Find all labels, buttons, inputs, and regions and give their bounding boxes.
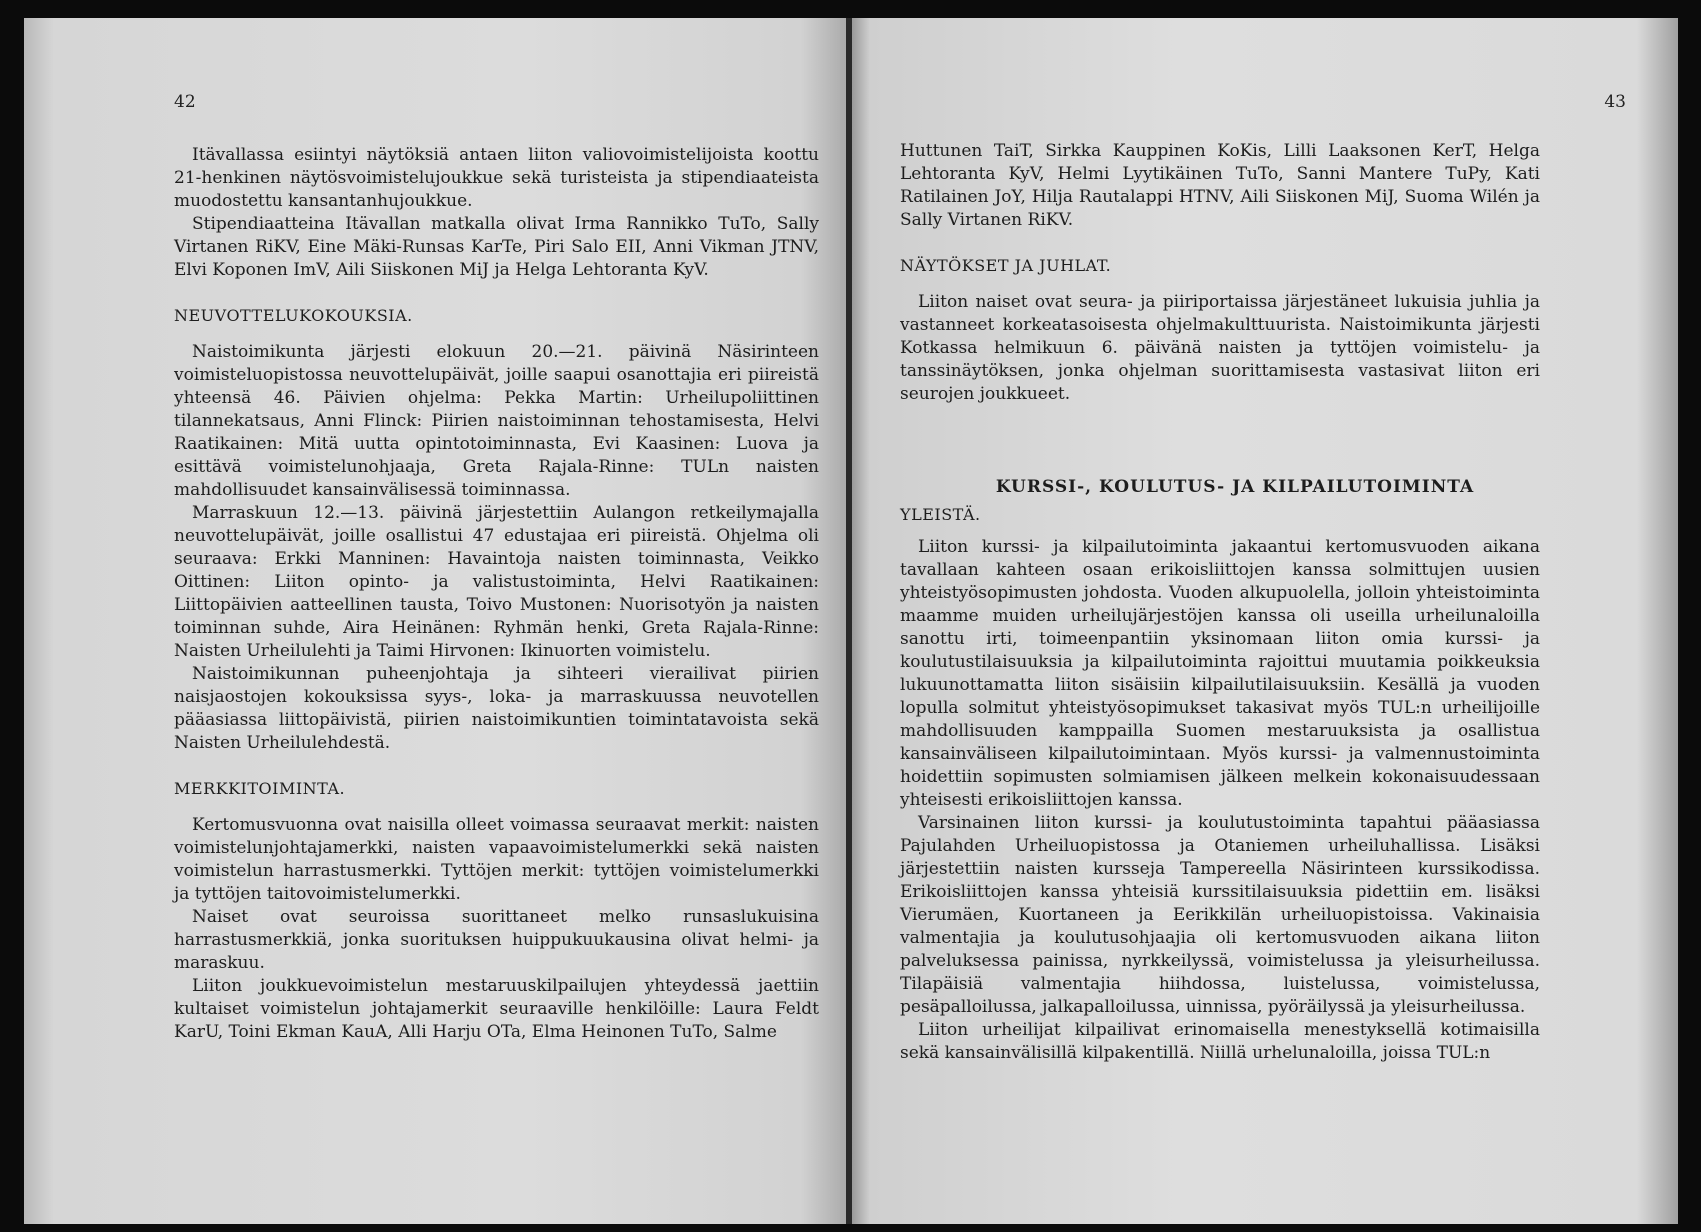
paragraph: Varsinainen liiton kurssi- ja koulutustoiminta tapahtui pääasiassa Pajulahden Urheiluopistossa ja Otaniemen urheiluhallissa. Lisäksi järjestettiin naisten kursseja Tampereella Näsirinteen kurssikodissa. Erikoisliittojen kanssa yhteisiä kurssitilaisuuksia pidettiin em. lisäksi Vierumäen, Kuortaneen ja Eerikkilän urheiluopistoissa. Vakinaisia valmentajia ja koulutusohjaajia oli kertomusvuoden aikana liiton palveluksessa painissa, nyrkkeilyssä, voimistelussa ja yleisurheilussa. Tilapäisiä valmentajia hiihdossa, luistelussa, voimistelussa, pesäpalloilussa, jalkapalloilussa, uinnissa, pyöräilyssä ja yleisurheilussa. (900, 813, 1540, 1017)
paragraph: Marraskuun 12.—13. päivinä järjestettiin Aulangon retkeilymajalla neuvottelupäivät, joille osallistui 47 edustajaa eri piireistä. Ohjelma oli seuraava: Erkki Manninen: Havaintoja naisten toiminnasta, Veikko Oittinen: Liiton opinto- ja valistustoiminta, Helvi Raatikainen: Liittopäivien aatteellinen tausta, Toivo Mustonen: Nuorisotyön ja naisten toiminnan suhde, Aira Heinänen: Ryhmän henki, Greta Rajala-Rinne: Naisten Urheilulehti ja Taimi Hirvonen: Ikinuorten voimistelu. (174, 503, 819, 661)
section-heading: MERKKITOIMINTA. (174, 779, 346, 798)
left-page (24, 18, 850, 1224)
left-page-text (174, 144, 819, 1044)
page-number: 42 (174, 92, 196, 112)
subsection-heading: YLEISTÄ. (900, 505, 981, 524)
paragraph: Naistoimikunnan puheenjohtaja ja sihteeri vierailivat piirien naisjaostojen kokouksissa syys-, loka- ja marraskuussa neuvotellen pääasiassa liittopäivistä, piirien naistoimikuntien toimintatavoista sekä Naisten Urheilulehdestä. (174, 664, 819, 753)
paragraph: Huttunen TaiT, Sirkka Kauppinen KoKis, Lilli Laaksonen KerT, Helga Lehtoranta KyV, Helmi Lyytikäinen TuTo, Sanni Mantere TuPy, Kati Ratilainen JoY, Hilja Rautalappi HTNV, Aili Siiskonen MiJ, Suoma Wilén ja Sally Virtanen RiKV. (900, 141, 1540, 230)
section-heading: NÄYTÖKSET JA JUHLAT. (900, 256, 1112, 275)
paragraph: Stipendiaatteina Itävallan matkalla olivat Irma Rannikko TuTo, Sally Virtanen RiKV, Eine Mäki-Runsas KarTe, Piri Salo EII, Anni Vikman JTNV, Elvi Koponen ImV, Aili Siiskonen MiJ ja Helga Lehtoranta KyV. (174, 214, 819, 280)
paragraph: Naistoimikunta järjesti elokuun 20.—21. päivinä Näsirinteen voimisteluopistossa neuvottelupäivät, joille saapui osanottajia eri piireistä yhteensä 46. Päivien ohjelma: Pekka Martin: Urheilupoliittinen tilannekatsaus, Anni Flinck: Piirien naistoiminnan tehostamisesta, Helvi Raatikainen: Mitä uutta opintotoiminnasta, Evi Kaasinen: Luova ja esittävä voimistelunohjaaja, Greta Rajala-Rinne: TULn naisten mahdollisuudet kansainvälisessä toiminnassa. (174, 342, 819, 500)
paragraph: Kertomusvuonna ovat naisilla olleet voimassa seuraavat merkit: naisten voimistelunjohtajamerkki, naisten vapaavoimistelumerkki sekä naisten voimistelun harrastusmerkki. Tyttöjen merkit: tyttöjen voimistelumerkki ja tyttöjen taitovoimistelumerkki. (174, 815, 819, 904)
chapter-heading: KURSSI-, KOULUTUS- JA KILPAILUTOIMINTA (995, 477, 1475, 497)
paragraph: Liiton kurssi- ja kilpailutoiminta jakaantui kertomusvuoden aikana tavallaan kahteen osaan erikoisliittojen kanssa solmittujen uusien yhteistyösopimusten johdosta. Vuoden alkupuolella, jolloin yhteistoiminta maamme muiden urheilujärjestöjen kanssa oli useilla urheilunaloilla sanottu irti, toimeenpantiin yksinomaan liiton omia kurssi- ja koulutustilaisuuksia ja kilpailutoiminta rajoittui muutamia poikkeuksia lukuunottamatta liiton sisäisiin kilpailutilaisuuksiin. Kesällä ja vuoden lopulla solmitut yhteistyösopimukset takasivat myös TUL:n urheilijoille mahdollisuuden kamppailla Suomen mestaruuksista ja osallistua kansainväliseen kilpailutoimintaan. Myös kurssi- ja valmennustoiminta hoidettiin sopimusten solmiamisen jälkeen melkein kokonaisuudessaan yhteisesti erikoisliittojen kanssa. (900, 537, 1540, 810)
right-page (852, 18, 1678, 1224)
right-page-text (900, 140, 1540, 1065)
paragraph: Naiset ovat seuroissa suorittaneet melko runsaslukuisina harrastusmerkkiä, jonka suorituksen huippukuukausina olivat helmi- ja maraskuu. (174, 907, 819, 973)
paragraph: Itävallassa esiintyi näytöksiä antaen liiton valiovoimistelijoista koottu 21-henkinen näytösvoimistelujoukkue sekä turisteista ja stipendiaateista muodostettu kansantanhujoukkue. (174, 145, 819, 211)
paragraph: Liiton joukkuevoimistelun mestaruuskilpailujen yhteydessä jaettiin kultaiset voimistelun johtajamerkit seuraaville henkilöille: Laura Feldt KarU, Toini Ekman KauA, Alli Harju OTa, Elma Heinonen TuTo, Salme (174, 976, 819, 1042)
paragraph: Liiton urheilijat kilpailivat erinomaisella menestyksellä kotimaisilla sekä kansainvälisillä kilpakentillä. Niillä urhelunaloilla, joissa TUL:n (900, 1020, 1540, 1063)
paragraph: Liiton naiset ovat seura- ja piiriportaissa järjestäneet lukuisia juhlia ja vastanneet korkeatasoisesta ohjelmakulttuurista. Naistoimikunta järjesti Kotkassa helmikuun 6. päivänä naisten ja tyttöjen voimistelu- ja tanssinäytöksen, jonka ohjelman suorittamisesta vastasivat liiton eri seurojen joukkueet. (900, 292, 1540, 404)
page-number: 43 (1604, 92, 1626, 112)
section-heading: NEUVOTTELUKOKOUKSIA. (174, 306, 413, 325)
